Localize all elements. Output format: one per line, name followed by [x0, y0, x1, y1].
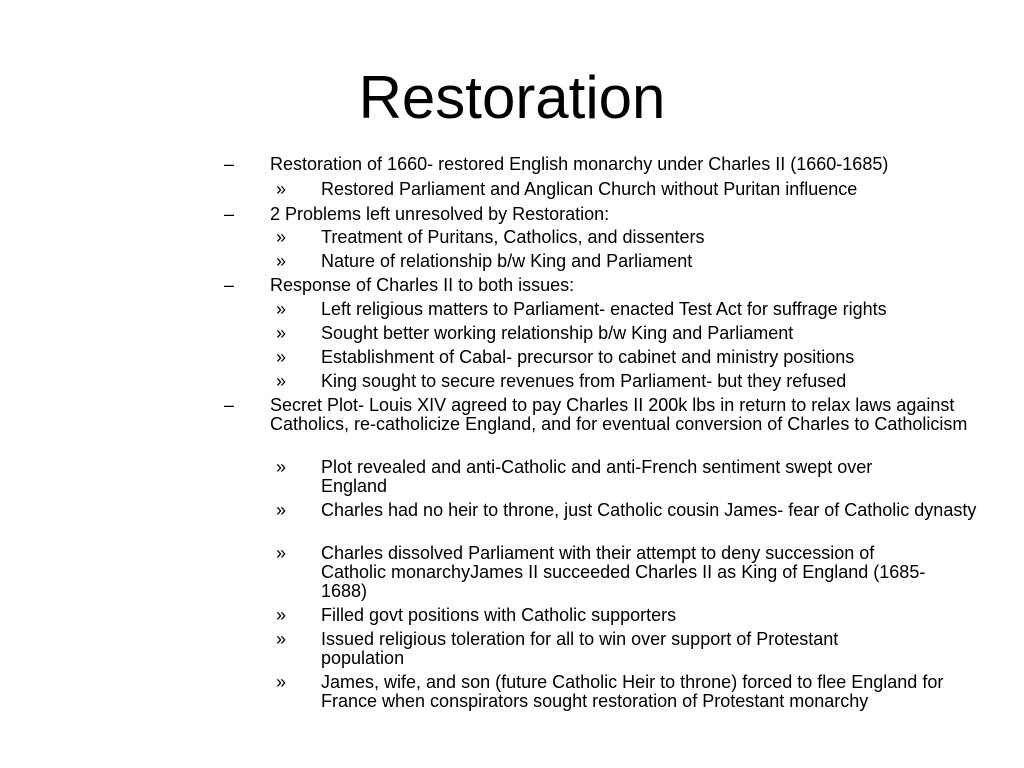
- sub-bullet-item: [276, 324, 1016, 343]
- sub-bullet-item: [276, 501, 1016, 539]
- sub-bullet-item: [276, 544, 1016, 601]
- sub-bullet-item: [276, 458, 1016, 496]
- dash-marker: –: [224, 204, 235, 224]
- guillemet-marker: »: [276, 347, 287, 367]
- sub-bullet-item: [276, 372, 1016, 391]
- sub-bullet-item: [276, 630, 1016, 668]
- sub-bullet-text: Charles dissolved Parliament with their attempt to deny succession of Catholic monarchyJames II succeeded Charles II as King of England (1685-1688): [321, 543, 926, 601]
- sub-bullet-item: [276, 606, 1016, 625]
- sub-bullet-item: [276, 300, 1016, 319]
- guillemet-marker: »: [276, 299, 287, 319]
- bullet-text: Restoration of 1660- restored English monarchy under Charles II (1660-1685): [270, 154, 889, 174]
- sub-bullet-text: Sought better working relationship b/w King and Parliament: [321, 323, 794, 343]
- sub-bullet-text: Left religious matters to Parliament- enacted Test Act for suffrage rights: [321, 299, 887, 319]
- sub-bullet-text: Filled govt positions with Catholic supporters: [321, 605, 677, 625]
- bullet-item: [224, 276, 1024, 295]
- sub-bullet-text: Treatment of Puritans, Catholics, and dissenters: [321, 227, 705, 247]
- bullet-item: [224, 396, 1024, 453]
- guillemet-marker: »: [276, 251, 287, 271]
- bullet-item: [224, 155, 1024, 174]
- bullet-text: Secret Plot- Louis XIV agreed to pay Charles II 200k lbs in return to relax laws against Catholics, re-catholicize England, and for eventual conversion of Charles to Catholicism: [270, 395, 968, 434]
- slide-title: Restoration: [358, 64, 666, 131]
- sub-bullet-text: Nature of relationship b/w King and Parliament: [321, 251, 693, 271]
- sub-bullet-item: [276, 673, 1016, 730]
- guillemet-marker: »: [276, 629, 287, 649]
- guillemet-marker: »: [276, 371, 287, 391]
- bullet-item: [224, 205, 1024, 224]
- guillemet-marker: »: [276, 543, 287, 563]
- dash-marker: –: [224, 154, 235, 174]
- guillemet-marker: »: [276, 323, 287, 343]
- sub-bullet-text: James, wife, and son (future Catholic Heir to throne) forced to flee England for France when conspirators sought restoration of Protestant monarchy: [321, 672, 944, 711]
- guillemet-marker: »: [276, 227, 287, 247]
- sub-bullet-item: [276, 348, 1016, 367]
- dash-marker: –: [224, 395, 235, 415]
- dash-marker: –: [224, 275, 235, 295]
- guillemet-marker: »: [276, 672, 287, 692]
- bullet-text: 2 Problems left unresolved by Restoration:: [270, 204, 610, 224]
- sub-bullet-text: Plot revealed and anti-Catholic and anti-French sentiment swept over England: [321, 457, 873, 496]
- sub-bullet-item: [276, 252, 1016, 271]
- sub-bullet-text: Charles had no heir to throne, just Catholic cousin James- fear of Catholic dynasty: [321, 500, 977, 520]
- sub-bullet-item: [276, 228, 1016, 247]
- bullet-text: Response of Charles II to both issues:: [270, 275, 575, 295]
- sub-bullet-item: [276, 180, 1016, 199]
- sub-bullet-text: Establishment of Cabal- precursor to cabinet and ministry positions: [321, 347, 855, 367]
- guillemet-marker: »: [276, 605, 287, 625]
- sub-bullet-text: Issued religious toleration for all to win over support of Protestant population: [321, 629, 839, 668]
- sub-bullet-text: Restored Parliament and Anglican Church without Puritan influence: [321, 179, 858, 199]
- sub-bullet-text: King sought to secure revenues from Parliament- but they refused: [321, 371, 847, 391]
- guillemet-marker: »: [276, 500, 287, 520]
- guillemet-marker: »: [276, 179, 287, 199]
- guillemet-marker: »: [276, 457, 287, 477]
